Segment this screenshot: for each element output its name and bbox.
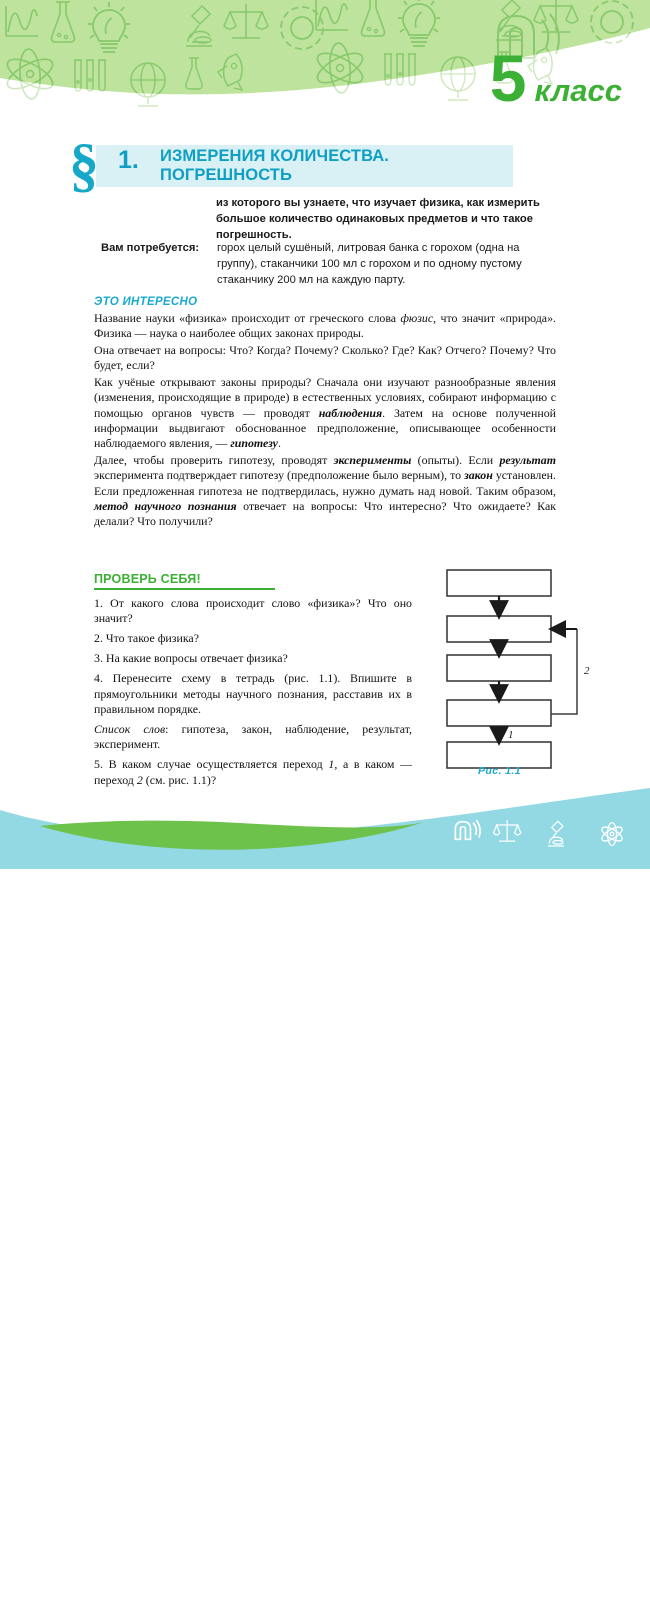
flowchart-box (447, 655, 551, 681)
figure-caption: Рис. 1.1 (478, 765, 521, 777)
flowchart-feedback-path (551, 629, 577, 714)
paragraph: Название науки «физика» происходит от греческого слова фюзис, что значит «природа». Физика — наука о наиболее общих законах природы. (94, 311, 556, 341)
section-title: ИЗМЕРЕНИЯ КОЛИЧЕСТВА. ПОГРЕШНОСТЬ (160, 147, 389, 185)
grade-number: 5 (489, 41, 526, 115)
grade-indicator (489, 41, 622, 115)
figure-1-1 (425, 566, 630, 806)
footer-decoration (0, 780, 650, 869)
flowchart-box (447, 570, 551, 596)
paragraph: Список слов: гипотеза, закон, наблюдение, результат, эксперимент. (94, 721, 412, 752)
paragraph: 3. На какие вопросы отвечает физика? (94, 651, 288, 666)
materials-block (101, 241, 561, 289)
flowchart-diagram (425, 566, 630, 806)
flowchart-box (447, 700, 551, 726)
paragraph: 5. В каком случае осуществляется переход 1, а в каком — переход 2 (см. рис. 1.1)? (94, 757, 413, 787)
paragraph: Как учёные открывают законы природы? Сначала они изучают разнообразные явления (изменения, происходящие в природе) в естественных условиях, собирают информацию с помощью органов чувств — проводят наблюдения. Затем на основе полученной информации выдвигают обоснованное предположение, описывающее особенности наблюдаемого явления, — гипотезу. (94, 375, 556, 451)
grade-label: класс (534, 73, 622, 108)
paragraph: 1. От какого слова происходит слово «физика»? Что оно значит? (94, 596, 412, 626)
paragraph: 4. Перенесите схему в тетрадь (рис. 1.1). Впишите в прямоугольники методы научного познания, расставив их в правильном порядке. (94, 671, 412, 716)
check-yourself-questions (94, 596, 412, 792)
paragraph-mark-icon: § (69, 132, 99, 198)
materials-text: горох целый сушёный, литровая банка с горохом (одна на группу), стаканчики 100 мл с горохом и по одному пустому стаканчику 200 мл на каждую парту. (217, 242, 522, 286)
paragraph: Она отвечает на вопросы: Что? Когда? Почему? Сколько? Где? Как? Отчего? Почему? Что будет, если? (94, 343, 556, 373)
interesting-body (94, 311, 556, 531)
flowchart-box (447, 616, 551, 642)
flowchart-label-2: 2 (584, 665, 590, 677)
check-yourself-heading: ПРОВЕРЬ СЕБЯ! (94, 572, 275, 590)
paragraph: 2. Что такое физика? (94, 631, 199, 646)
page-number: 4 (172, 1606, 180, 1621)
intro-lead-text: из которого вы узнаете, что изучает физика, как измерить большое количество одинаковых предметов и что такое погрешность. (216, 197, 540, 241)
paragraph: Далее, чтобы проверить гипотезу, проводят эксперименты (опыты). Если результат эксперимента подтверждает гипотезу (предположение было верным), то закон установлен. Если предложенная гипотеза не подтвердилась, нужно думать над новой. Таким образом, метод научного познания отвечает на вопросы: Что интересно? Что ожидаете? Как делали? Что получили? (94, 453, 557, 529)
section-number: 1. (118, 146, 139, 174)
flowchart-label-1: 1 (508, 729, 514, 741)
materials-label: Вам потребуется: (101, 242, 200, 254)
interesting-heading: ЭТО ИНТЕРЕСНО (94, 296, 198, 308)
page-footer (0, 780, 650, 1621)
page-header (0, 0, 650, 145)
